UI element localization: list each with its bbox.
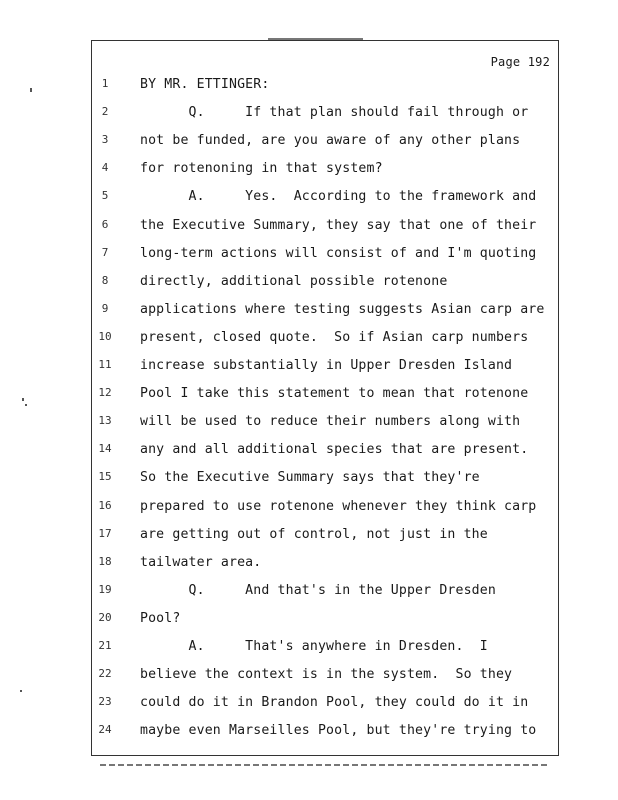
line-number: 19 <box>98 583 112 596</box>
line-number: 4 <box>101 161 109 174</box>
top-scan-mark <box>268 38 363 40</box>
line-text: applications where testing suggests Asian carp are <box>140 302 545 317</box>
line-text: long-term actions will consist of and I'm quoting <box>140 246 537 261</box>
line-number: 23 <box>98 695 112 708</box>
line-number: 21 <box>98 639 112 652</box>
line-text: the Executive Summary, they say that one of their <box>140 218 537 233</box>
line-number: 20 <box>98 611 112 624</box>
line-text: maybe even Marseilles Pool, but they're trying to <box>140 723 537 738</box>
line-text: directly, additional possible rotenone <box>140 274 448 289</box>
line-text: A. Yes. According to the framework and <box>140 189 537 204</box>
line-text: A. That's anywhere in Dresden. I <box>140 639 488 654</box>
line-number: 12 <box>98 386 112 399</box>
line-number: 8 <box>101 274 109 287</box>
line-number: 10 <box>98 330 112 343</box>
line-text: could do it in Brandon Pool, they could do it in <box>140 695 529 710</box>
line-text: are getting out of control, not just in the <box>140 527 488 542</box>
line-number: 1 <box>101 77 109 90</box>
line-text: Q. If that plan should fail through or <box>140 105 529 120</box>
line-number: 18 <box>98 555 112 568</box>
line-number: 5 <box>101 189 109 202</box>
line-text: tailwater area. <box>140 555 262 570</box>
line-number: 15 <box>98 470 112 483</box>
line-text: Pool I take this statement to mean that rotenone <box>140 386 529 401</box>
line-number: 16 <box>98 499 112 512</box>
line-text: prepared to use rotenone whenever they think carp <box>140 499 537 514</box>
line-number: 14 <box>98 442 112 455</box>
line-number: 11 <box>98 358 112 371</box>
line-text: BY MR. ETTINGER: <box>140 77 270 92</box>
line-number: 2 <box>101 105 109 118</box>
scan-speck <box>22 398 24 401</box>
line-text: Pool? <box>140 611 181 626</box>
line-number: 22 <box>98 667 112 680</box>
line-text: any and all additional species that are present. <box>140 442 529 457</box>
line-number: 17 <box>98 527 112 540</box>
scan-speck <box>20 690 22 692</box>
line-text: increase substantially in Upper Dresden Island <box>140 358 513 373</box>
line-text: believe the context is in the system. So they <box>140 667 513 682</box>
line-number: 6 <box>101 218 109 231</box>
scan-speck <box>25 404 27 406</box>
line-number: 24 <box>98 723 112 736</box>
line-text: Q. And that's in the Upper Dresden <box>140 583 496 598</box>
scan-speck <box>30 88 32 92</box>
line-text: present, closed quote. So if Asian carp numbers <box>140 330 529 345</box>
line-number: 9 <box>101 302 109 315</box>
line-text: not be funded, are you aware of any other plans <box>140 133 521 148</box>
line-text: will be used to reduce their numbers along with <box>140 414 521 429</box>
bottom-footer-rule <box>100 764 550 766</box>
line-number: 7 <box>101 246 109 259</box>
line-number: 3 <box>101 133 109 146</box>
line-number: 13 <box>98 414 112 427</box>
page-number: Page 192 <box>490 55 550 69</box>
line-text: So the Executive Summary says that they're <box>140 470 480 485</box>
line-text: for rotenoning in that system? <box>140 161 383 176</box>
